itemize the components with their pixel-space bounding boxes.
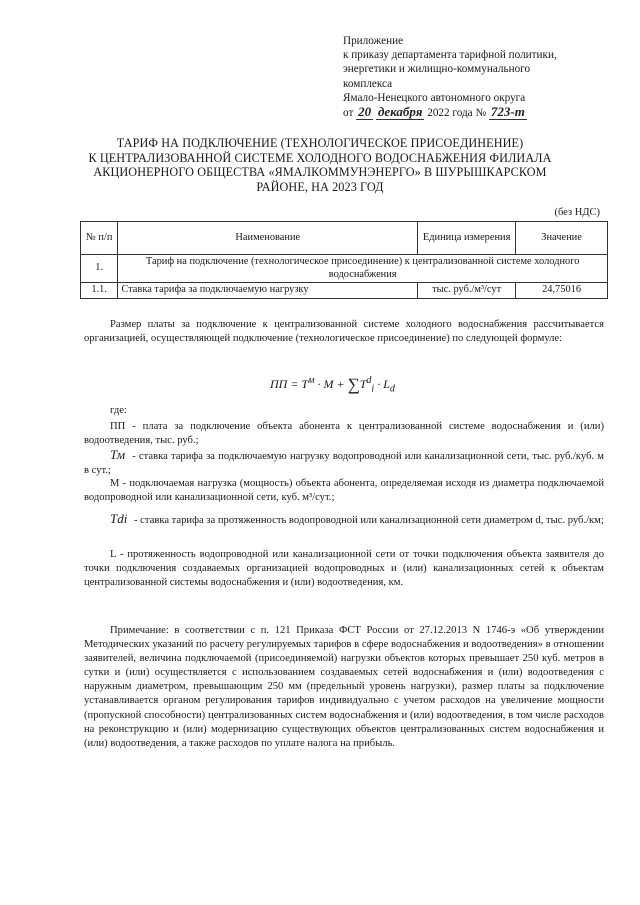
definition-td-text: - ставка тарифа за протяженность водопроводной или канализационной сети диаметром d, тыс. руб./км; bbox=[131, 515, 604, 526]
title-line-2: К ЦЕНТРАЛИЗОВАННОЙ СИСТЕМЕ ХОЛОДНОГО ВОДОСНАБЖЕНИЯ ФИЛИАЛА bbox=[88, 150, 552, 165]
approval-month: декабря bbox=[377, 104, 423, 120]
document-title bbox=[70, 136, 570, 194]
formula-t-sub: i bbox=[371, 383, 375, 395]
header-name: Наименование bbox=[118, 222, 418, 255]
header-unit: Единица измерения bbox=[418, 222, 516, 255]
approval-date-prefix: от bbox=[343, 107, 354, 120]
row-2-num: 1.1. bbox=[81, 283, 118, 299]
approval-line-3: энергетики и жилищно-коммунального bbox=[343, 63, 531, 76]
definition-tm-text: - ставка тарифа за подключаемую нагрузку водопроводной или канализационной сети, тыс. руб./куб. м в сут.; bbox=[84, 451, 604, 477]
vat-note: (без НДС) bbox=[554, 207, 600, 218]
row-2-unit: тыс. руб./м³/сут bbox=[418, 283, 516, 299]
definition-tm bbox=[84, 448, 604, 478]
formula-left: ПП = Т bbox=[270, 377, 309, 391]
formula-middle: · М + bbox=[314, 377, 348, 391]
formula-t-sup: d bbox=[366, 375, 372, 386]
table-header-row bbox=[81, 222, 608, 255]
approval-line-5: Ямало-Ненецкого автономного округа bbox=[343, 91, 526, 104]
title-line-4: РАЙОНЕ, НА 2023 ГОД bbox=[256, 179, 384, 194]
approval-year: 2022 года № bbox=[427, 107, 487, 120]
tariff-table bbox=[80, 221, 608, 299]
definition-td-symbol: Тdi bbox=[110, 511, 128, 526]
definition-m: М - подключаемая нагрузка (мощность) объекта абонента, определяемая исходя из диаметра подключаемой водопроводной или канализационной сети, куб. м³/сут.; bbox=[84, 478, 604, 504]
intro-paragraph: Размер платы за подключение к централизованной системе холодного водоснабжения рассчитывается организацией, осуществляющей подключение (технологическое присоединение) по следующей формуле: bbox=[84, 319, 604, 345]
definition-pp: ПП - плата за подключение объекта абонента к централизованной системе водоснабжения и (или) водоотведения, тыс. руб.; bbox=[84, 421, 604, 447]
where-text: где: bbox=[110, 405, 127, 416]
header-value: Значение bbox=[516, 222, 608, 255]
formula-tail: · L bbox=[374, 377, 390, 391]
approval-line-1: Приложение bbox=[343, 35, 404, 47]
title-line-1: ТАРИФ НА ПОДКЛЮЧЕНИЕ (ТЕХНОЛОГИЧЕСКОЕ ПРИСОЕДИНЕНИЕ) bbox=[116, 136, 524, 150]
header-num: № п/п bbox=[81, 222, 118, 255]
definition-td bbox=[84, 512, 604, 528]
row-2-name: Ставка тарифа за подключаемую нагрузку bbox=[118, 283, 418, 299]
where-label bbox=[84, 404, 604, 418]
formula-sum: ∑ bbox=[347, 375, 360, 394]
table-row bbox=[81, 283, 608, 299]
table-row bbox=[81, 255, 608, 283]
definition-tm-symbol: Тм bbox=[110, 447, 126, 462]
approval-day: 20 bbox=[358, 104, 372, 120]
formula bbox=[270, 375, 470, 395]
formula-m-sup: м bbox=[308, 375, 315, 386]
approval-line-2: к приказу департамента тарифной политики, bbox=[343, 49, 557, 62]
approval-number: 723-т bbox=[490, 104, 525, 120]
row-2-value: 24,75016 bbox=[516, 283, 608, 299]
remark-paragraph: Примечание: в соответствии с п. 121 Приказа ФСТ России от 27.12.2013 N 1746-э «Об утверждении Методических указаний по расчету регулируемых тарифов в сфере водоснабжения и водоотведения» в отношении заявителей, величина подключаемой (присоединяемой) нагрузки объектов которых превышает 250 куб. метров в сутки и (или) осуществляется с использованием создаваемых сетей водоснабжения и (или) водоотведения с наружным диаметром, превышающим 250 мм (предельный уровень нагрузки), размер платы за подключение устанавливается органом регулирования тарифов индивидуально с учетом расходов на увеличение мощности (пропускной способности) централизованных систем водоснабжения и (или) водоотведения, в том числе расходов на реконструкцию и (или) модернизацию существующих объектов централизованных систем водоснабжения и (или) водоотведения, а также расходов по уплате налога на прибыль. bbox=[84, 625, 604, 749]
definition-l: L - протяженность водопроводной или канализационной сети от точки подключения объекта заявителя до точки подключения создаваемых организацией водопроводных и (или) канализационных сетей к объектам централизованной системы водоснабжения и (или) водоотведения, км. bbox=[84, 549, 604, 589]
row-1-num: 1. bbox=[81, 255, 118, 283]
row-1-name: Тариф на подключение (технологическое присоединение) к централизованной системе холодного водоснабжения bbox=[118, 255, 608, 283]
formula-l-sub: d bbox=[389, 383, 395, 395]
title-line-3: АКЦИОНЕРНОГО ОБЩЕСТВА «ЯМАЛКОММУНЭНЕРГО» В ШУРЫШКАРСКОМ bbox=[93, 165, 547, 180]
approval-date-line bbox=[343, 105, 613, 120]
formula-t: Т bbox=[359, 377, 367, 391]
approval-line-4: комплекса bbox=[343, 77, 393, 90]
approval-block bbox=[343, 34, 613, 120]
